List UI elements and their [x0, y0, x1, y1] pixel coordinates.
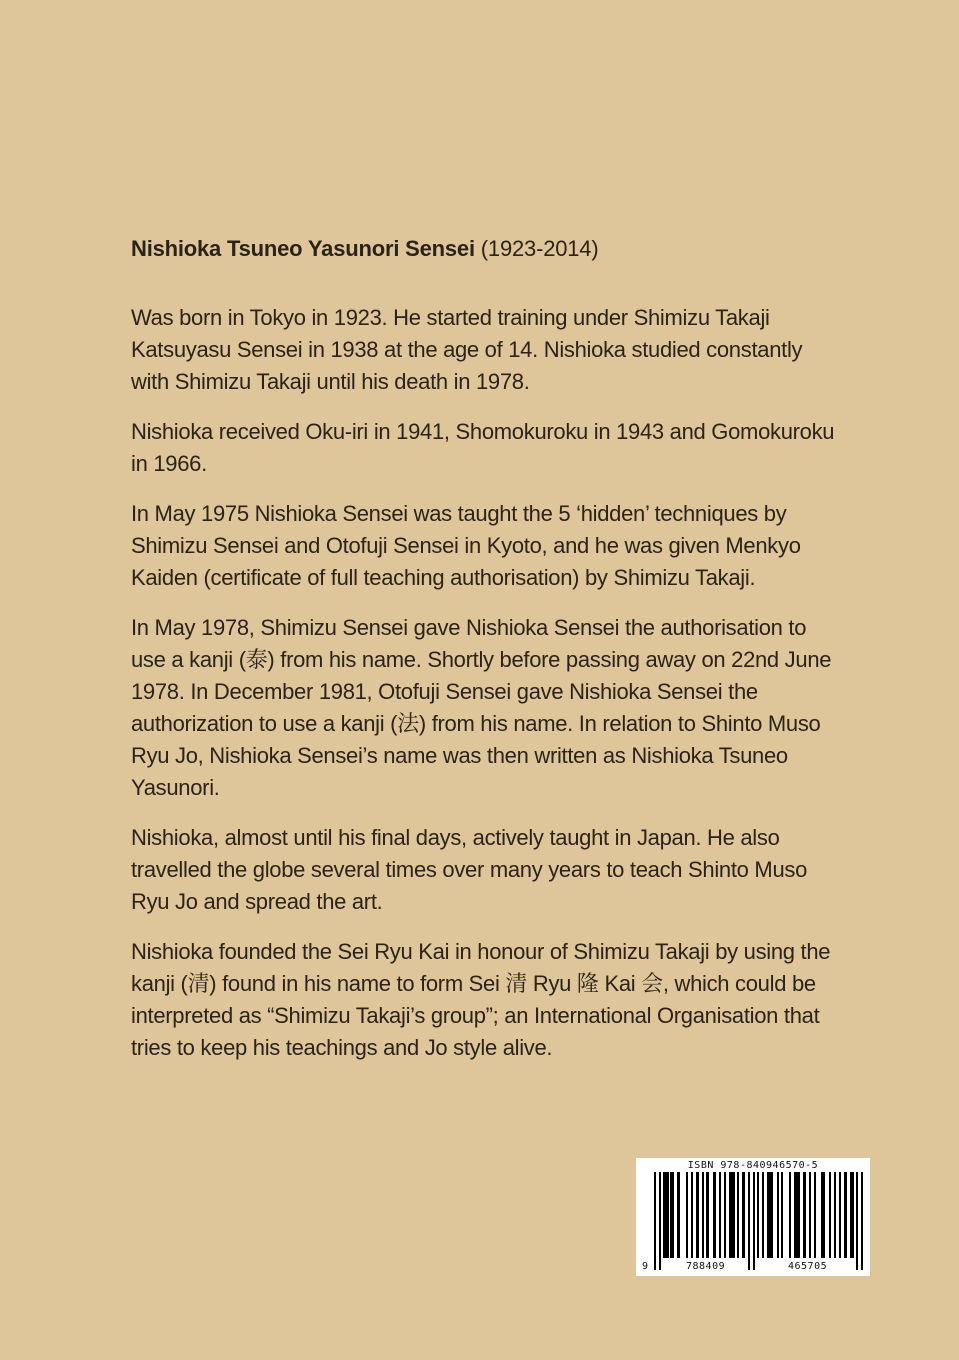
paragraph-teaching: Nishioka, almost until his final days, actively taught in Japan. He also travelled the globe several times over many years to teach Shinto Muso Ryu Jo and spread the art. [131, 825, 808, 914]
isbn-label: ISBN 978-840946570-5 [687, 1160, 819, 1171]
biography-heading [131, 233, 841, 265]
barcode-bars-icon [636, 1158, 870, 1276]
back-cover-text [131, 233, 841, 1082]
barcode-left-digits: 788409 [686, 1261, 726, 1272]
barcode-lead-digit: 9 [642, 1261, 649, 1272]
paragraph-kanji-names: In May 1978, Shimizu Sensei gave Nishioka Sensei the authorisation to use a kanji (泰) from his name. Shortly before passing away on 22nd June 1978. In December 1981, Otofuji Sensei gave Nishioka Sensei the authorization to use a kanji (法) from his name. In relation to Shinto Muso Ryu Jo, Nishioka Sensei’s name was then written as Nishioka Tsuneo Yasunori. [131, 615, 832, 800]
isbn-barcode [636, 1158, 870, 1276]
paragraph-birth: Was born in Tokyo in 1923. He started training under Shimizu Takaji Katsuyasu Sensei in 1938 at the age of 14. Nishioka studied constantly with Shimizu Takaji until his death in 1978. [131, 305, 803, 394]
paragraph-menkyo-kaiden: In May 1975 Nishioka Sensei was taught the 5 ‘hidden’ techniques by Shimizu Sensei and Otofuji Sensei in Kyoto, and he was given Menkyo Kaiden (certificate of full teaching authorisation) by Shimizu Takaji. [131, 501, 801, 590]
heading-name: Nishioka Tsuneo Yasunori Sensei [131, 236, 475, 261]
barcode-right-digits: 465705 [788, 1261, 828, 1272]
heading-years: (1923-2014) [474, 236, 599, 261]
paragraph-sei-ryu-kai: Nishioka founded the Sei Ryu Kai in honour of Shimizu Takaji by using the kanji (清) found in his name to form Sei 清 Ryu 隆 Kai 会, which could be interpreted as “Shimizu Takaji’s group”; an International Organisation that tries to keep his teachings and Jo style alive. [131, 939, 831, 1060]
paragraph-ranks: Nishioka received Oku-iri in 1941, Shomokuroku in 1943 and Gomokuroku in 1966. [131, 419, 835, 476]
